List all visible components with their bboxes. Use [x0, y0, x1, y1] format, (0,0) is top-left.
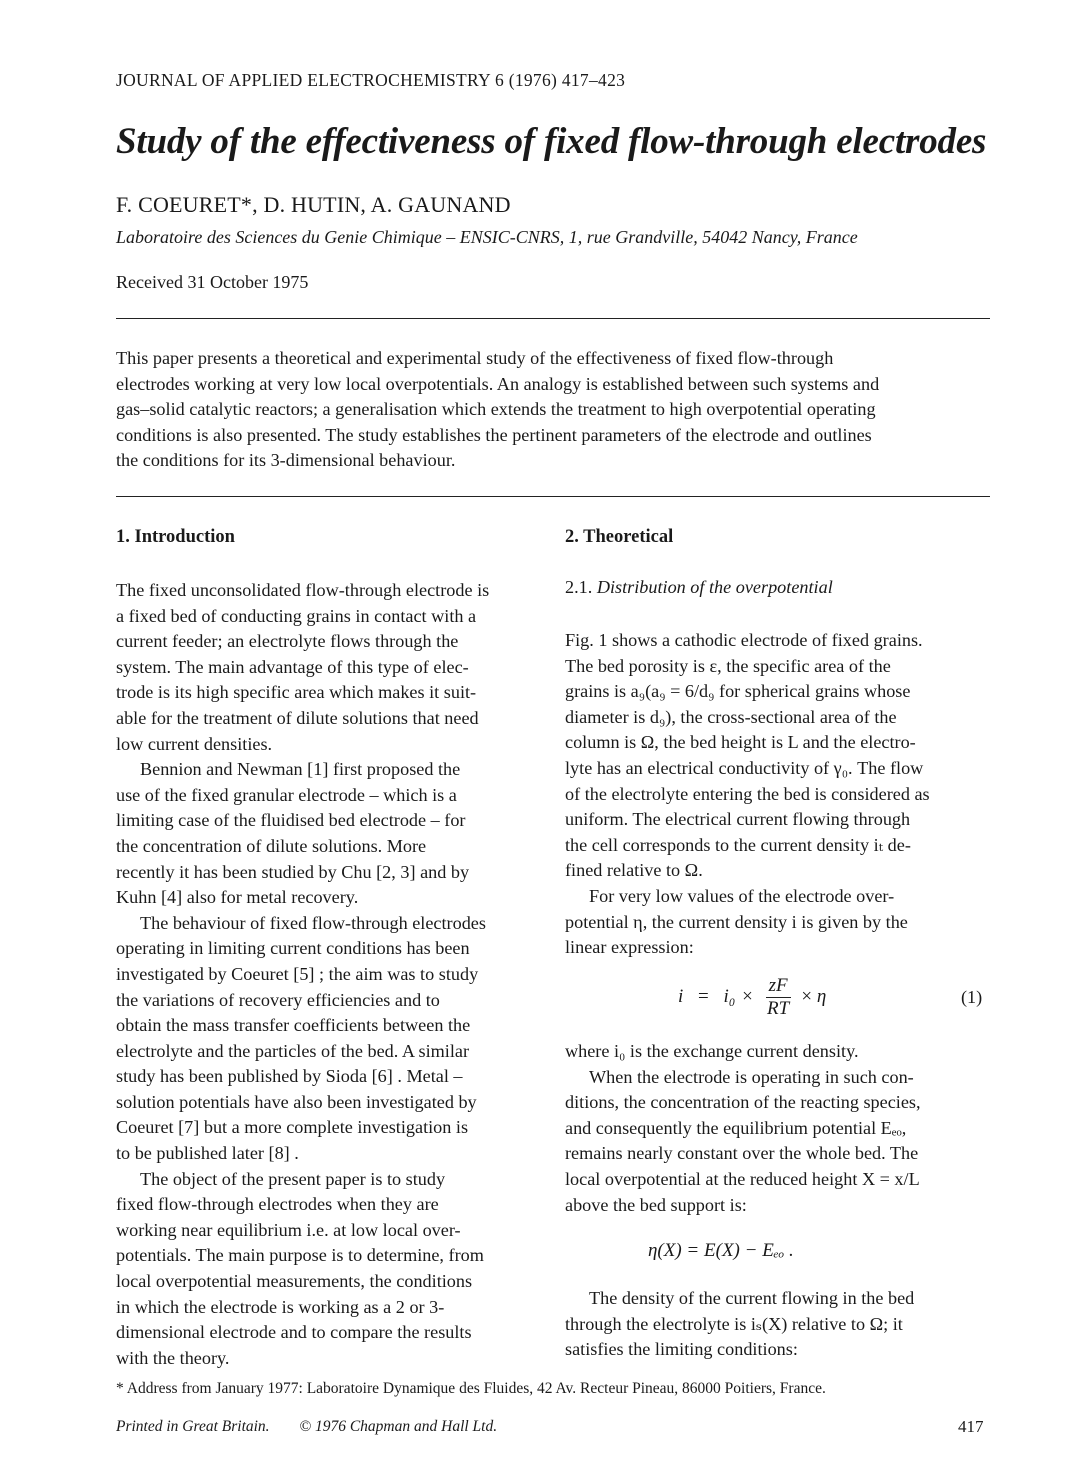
text-line: of the electrolyte entering the bed is considered as — [565, 783, 930, 804]
text-line: operating in limiting current conditions has been — [116, 938, 470, 959]
text-line: The bed porosity is ε, the specific area of the — [565, 655, 891, 676]
theory-column-bottom — [565, 1286, 997, 1363]
text-line: the cell corresponds to the current density iₜ de- — [565, 834, 911, 855]
abstract-line: electrodes working at very low local overpotentials. An analogy is established between such systems and — [116, 373, 880, 394]
abstract-line: This paper presents a theoretical and experimental study of the effectiveness of fixed flow-through — [116, 348, 834, 368]
text-line: to be published later [8] . — [116, 1143, 299, 1164]
text-line: fined relative to Ω. — [565, 860, 703, 881]
text-line: grains is a₉(a₉ = 6/d₉ for spherical grains whose — [565, 681, 911, 702]
text-line: remains nearly constant over the whole bed. The — [565, 1143, 919, 1164]
eq1-times: × — [742, 985, 753, 1007]
eq1-equals: = — [698, 985, 709, 1007]
eq1-eta: η — [816, 985, 827, 1007]
eq1-i0: i₀ — [723, 985, 736, 1007]
subsection-title: Distribution of the overpotential — [596, 577, 833, 597]
text-line: potential η, the current density i is given by the — [565, 911, 908, 932]
subsection-number: 2.1. — [565, 577, 593, 597]
text-line: ditions, the concentration of the reacting species, — [565, 1092, 921, 1113]
text-line: system. The main advantage of this type of elec- — [116, 656, 469, 677]
subsection-heading — [565, 577, 833, 598]
text-line: current feeder; an electrolyte flows through the — [116, 631, 459, 652]
text-line: local overpotential at the reduced height X = x/L — [565, 1168, 920, 1189]
text-line: dimensional electrode and to compare the results — [116, 1322, 472, 1343]
journal-header: JOURNAL OF APPLIED ELECTROCHEMISTRY 6 (1976) 417–423 — [116, 70, 626, 90]
theory-column-middle — [565, 1039, 997, 1218]
text-line: above the bed support is: — [565, 1194, 747, 1215]
text-line: with the theory. — [116, 1347, 230, 1368]
text-line: Fig. 1 shows a cathodic electrode of fixed grains. — [565, 630, 923, 650]
printed-line — [116, 1418, 497, 1436]
copyright: © 1976 Chapman and Hall Ltd. — [299, 1418, 498, 1435]
text-line: local overpotential measurements, the conditions — [116, 1271, 473, 1292]
eq1-numerator: zF — [766, 975, 791, 998]
section-heading-theoretical: 2. Theoretical — [565, 527, 674, 547]
text-line: investigated by Coeuret [5] ; the aim was to study — [116, 963, 479, 984]
text-line: lyte has an electrical conductivity of γ₀. The flow — [565, 757, 924, 778]
theory-column-top — [565, 628, 997, 961]
text-line: a fixed bed of conducting grains in contact with a — [116, 605, 477, 626]
text-line: potentials. The main purpose is to determine, from — [116, 1245, 484, 1266]
abstract-line: gas–solid catalytic reactors; a generalisation which extends the treatment to high overpotential operating — [116, 399, 876, 420]
footnote: * Address from January 1977: Laboratoire Dynamique des Fluides, 42 Av. Recteur Pineau, 86000 Poitiers, France. — [116, 1380, 826, 1397]
text-line: obtain the mass transfer coefficients between the — [116, 1015, 471, 1036]
received-date: Received 31 October 1975 — [116, 272, 309, 292]
text-line: able for the treatment of dilute solutions that need — [116, 707, 479, 728]
text-line: Bennion and Newman [1] first proposed the — [140, 759, 461, 780]
text-line: recently it has been studied by Chu [2, 3] and by — [116, 861, 470, 882]
text-line: fixed flow-through electrodes when they are — [116, 1194, 439, 1215]
eq1-denominator: RT — [767, 998, 790, 1019]
abstract-line: the conditions for its 3-dimensional behaviour. — [116, 450, 456, 471]
text-line: For very low values of the electrode over- — [589, 885, 895, 906]
text-line: Kuhn [4] also for metal recovery. — [116, 887, 359, 908]
text-line: column is Ω, the bed height is L and the electro- — [565, 732, 916, 753]
text-line: use of the fixed granular electrode – which is a — [116, 784, 457, 805]
authors: F. COEURET*, D. HUTIN, A. GAUNAND — [116, 192, 511, 217]
text-line: working near equilibrium i.e. at low local over- — [116, 1219, 461, 1240]
eq1-fraction — [766, 975, 791, 1020]
text-line: study has been published by Sioda [6] . Metal – — [116, 1066, 463, 1087]
text-line: The density of the current flowing in the bed — [589, 1288, 915, 1308]
text-line: solution potentials have also been investigated by — [116, 1091, 477, 1112]
text-line: in which the electrode is working as a 2 or 3- — [116, 1296, 445, 1317]
text-line: the variations of recovery efficiencies and to — [116, 989, 440, 1010]
text-line: The fixed unconsolidated flow-through electrode is — [116, 580, 490, 600]
text-line: limiting case of the fluidised bed electrode – for — [116, 810, 466, 831]
text-line: When the electrode is operating in such con- — [589, 1066, 914, 1087]
text-line: Coeuret [7] but a more complete investigation is — [116, 1117, 469, 1138]
section-heading-introduction: 1. Introduction — [116, 527, 235, 547]
text-line: trode is its high specific area which makes it suit- — [116, 682, 477, 703]
page-number: 417 — [958, 1417, 984, 1436]
eq1-times-2: × — [801, 985, 813, 1007]
equation-1-number: (1) — [961, 987, 983, 1007]
text-line: low current densities. — [116, 733, 273, 754]
text-line: and consequently the equilibrium potential Eₑₒ, — [565, 1117, 907, 1138]
introduction-column — [116, 578, 548, 1371]
text-line: electrolyte and the particles of the bed. A similar — [116, 1040, 470, 1061]
abstract-line: conditions is also presented. The study establishes the pertinent parameters of the electrode and outlines — [116, 424, 872, 445]
text-line: The object of the present paper is to study — [140, 1168, 446, 1189]
affiliation: Laboratoire des Sciences du Genie Chimique – ENSIC-CNRS, 1, rue Grandville, 54042 Nancy, France — [116, 227, 858, 247]
equation-1 — [678, 975, 826, 1020]
text-line: The behaviour of fixed flow-through electrodes — [140, 912, 486, 933]
abstract — [116, 346, 996, 474]
text-line: through the electrolyte is iₛ(X) relative to Ω; it — [565, 1313, 903, 1334]
printed-in: Printed in Great Britain. — [116, 1418, 270, 1435]
eq1-lhs: i — [678, 985, 684, 1007]
text-line: uniform. The electrical current flowing through — [565, 809, 911, 830]
text-line: the concentration of dilute solutions. More — [116, 835, 427, 856]
divider-bottom — [116, 496, 990, 497]
divider-top — [116, 318, 990, 319]
text-line: where i₀ is the exchange current density. — [565, 1041, 859, 1061]
paper-title: Study of the effectiveness of fixed flow-through electrodes — [116, 121, 987, 162]
text-line: linear expression: — [565, 937, 694, 958]
text-line: diameter is d₉), the cross-sectional area of the — [565, 706, 897, 727]
equation-2: η(X) = E(X) − Eₑₒ . — [648, 1240, 794, 1261]
text-line: satisfies the limiting conditions: — [565, 1339, 798, 1360]
